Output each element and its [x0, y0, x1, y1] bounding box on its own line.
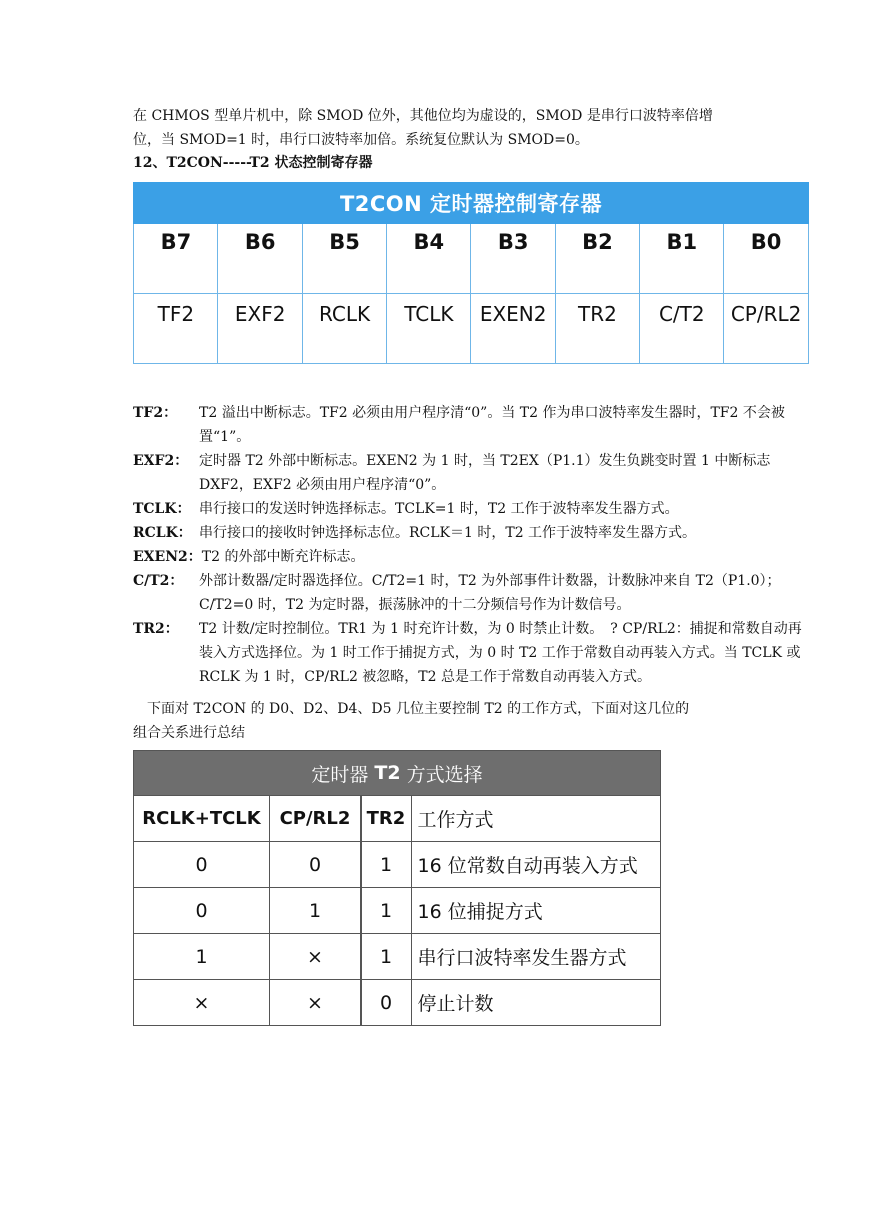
definition-desc: T2 计数/定时控制位。TR1 为 1 时充许计数，为 0 时禁止计数。 ? CP/RL2：捕捉和常数自动再装入方式选择位。为 1 时工作于捕捉方式，为 0 时 T2 工作于常数自动再装入方式。当 TCLK 或 RCLK 为 1 时，CP/RL2 被忽略，T2 总是工作于常数自动再装入方式。: [199, 621, 802, 685]
table-cell: 1: [360, 888, 412, 934]
bit-name-cell: EXF2: [217, 294, 303, 364]
header-cell: RCLK+TCLK: [133, 796, 270, 842]
table-row: [133, 934, 661, 980]
summary-line-1: 下面对 T2CON 的 D0、D2、D4、D5 几位主要控制 T2 的工作方式，下面对这几位的: [147, 701, 690, 717]
register-names-row: [133, 294, 809, 364]
table-cell: 0: [133, 842, 270, 888]
definition-term: RCLK：: [133, 525, 192, 541]
t2-mode-table: [133, 750, 661, 1026]
bit-name-cell: EXEN2: [470, 294, 556, 364]
bit-cell: B3: [470, 224, 556, 294]
definition-term: TCLK：: [133, 501, 191, 517]
mode-title-bold: T2: [374, 762, 401, 784]
definition-term: TF2：: [133, 405, 178, 421]
intro-line-1: 在 CHMOS 型单片机中，除 SMOD 位外，其他位均为虚设的，SMOD 是串行口波特率倍增: [133, 108, 713, 124]
header-cell: CP/RL2: [269, 796, 362, 842]
register-bits-row: [133, 224, 809, 294]
definition-term: TR2：: [133, 621, 179, 637]
table-row: [133, 888, 661, 934]
table-cell: 16 位常数自动再装入方式: [411, 842, 662, 888]
bit-cell: B4: [386, 224, 472, 294]
table-cell: 1: [269, 888, 362, 934]
table-cell: 1: [360, 842, 412, 888]
definition-ct2: [133, 569, 813, 617]
definition-exf2: [133, 449, 813, 497]
bit-name-cell: CP/RL2: [723, 294, 809, 364]
definition-term: EXEN2：: [133, 549, 202, 565]
summary-line-2: 组合关系进行总结: [133, 725, 245, 741]
table-cell: 0: [133, 888, 270, 934]
definition-desc: 串行接口的接收时钟选择标志位。RCLK＝1 时，T2 工作于波特率发生器方式。: [199, 525, 697, 541]
intro-paragraph: [133, 104, 793, 152]
t2con-register-table: [133, 182, 809, 364]
definition-exen2: [133, 545, 813, 569]
summary-paragraph: [133, 697, 813, 745]
mode-header-row: [133, 796, 661, 842]
definition-term: C/T2：: [133, 573, 184, 589]
mode-title-post: 方式选择: [406, 763, 483, 786]
header-cell: TR2: [360, 796, 412, 842]
definition-desc: 串行接口的发送时钟选择标志。TCLK=1 时，T2 工作于波特率发生器方式。: [199, 501, 679, 517]
definition-tclk: [133, 497, 813, 521]
definition-tf2: [133, 401, 813, 449]
bit-cell: B5: [302, 224, 388, 294]
definition-desc: 外部计数器/定时器选择位。C/T2=1 时，T2 为外部事件计数器，计数脉冲来自 T2（P1.0）；C/T2=0 时，T2 为定时器，振荡脉冲的十二分频信号作为计数信号。: [199, 573, 781, 613]
table-cell: 0: [360, 980, 412, 1026]
table-cell: 16 位捕捉方式: [411, 888, 662, 934]
section-title: 12、T2CON-----T2 状态控制寄存器: [133, 155, 373, 171]
table-cell: 1: [133, 934, 270, 980]
table-cell: 1: [360, 934, 412, 980]
table-cell: ×: [269, 980, 362, 1026]
bit-cell: B2: [555, 224, 641, 294]
definition-desc: T2 溢出中断标志。TF2 必须由用户程序清“0”。当 T2 作为串口波特率发生器时，TF2 不会被置“1”。: [199, 405, 785, 445]
definition-desc: T2 的外部中断充许标志。: [201, 549, 365, 565]
table-cell: 0: [269, 842, 362, 888]
bit-definitions: [133, 401, 813, 689]
intro-line-2: 位，当 SMOD=1 时，串行口波特率加倍。系统复位默认为 SMOD=0。: [133, 132, 589, 148]
bit-name-cell: TCLK: [386, 294, 472, 364]
register-table-title: T2CON 定时器控制寄存器: [133, 182, 809, 224]
bit-cell: B0: [723, 224, 809, 294]
definition-term: EXF2：: [133, 453, 189, 469]
bit-cell: B1: [639, 224, 725, 294]
bit-cell: B7: [133, 224, 219, 294]
bit-name-cell: RCLK: [302, 294, 388, 364]
table-cell: 串行口波特率发生器方式: [411, 934, 662, 980]
header-cell: 工作方式: [411, 796, 662, 842]
bit-name-cell: TF2: [133, 294, 219, 364]
table-row: [133, 980, 661, 1026]
definition-rclk: [133, 521, 813, 545]
definition-desc: 定时器 T2 外部中断标志。EXEN2 为 1 时，当 T2EX（P1.1）发生负跳变时置 1 中断标志 DXF2，EXF2 必须由用户程序清“0”。: [199, 453, 771, 493]
bit-cell: B6: [217, 224, 303, 294]
definition-tr2: [133, 617, 813, 689]
table-cell: ×: [133, 980, 270, 1026]
table-row: [133, 842, 661, 888]
mode-title-pre: 定时器: [311, 763, 369, 786]
bit-name-cell: C/T2: [639, 294, 725, 364]
bit-name-cell: TR2: [555, 294, 641, 364]
table-cell: 停止计数: [411, 980, 662, 1026]
table-cell: ×: [269, 934, 362, 980]
mode-table-title: [133, 750, 661, 796]
